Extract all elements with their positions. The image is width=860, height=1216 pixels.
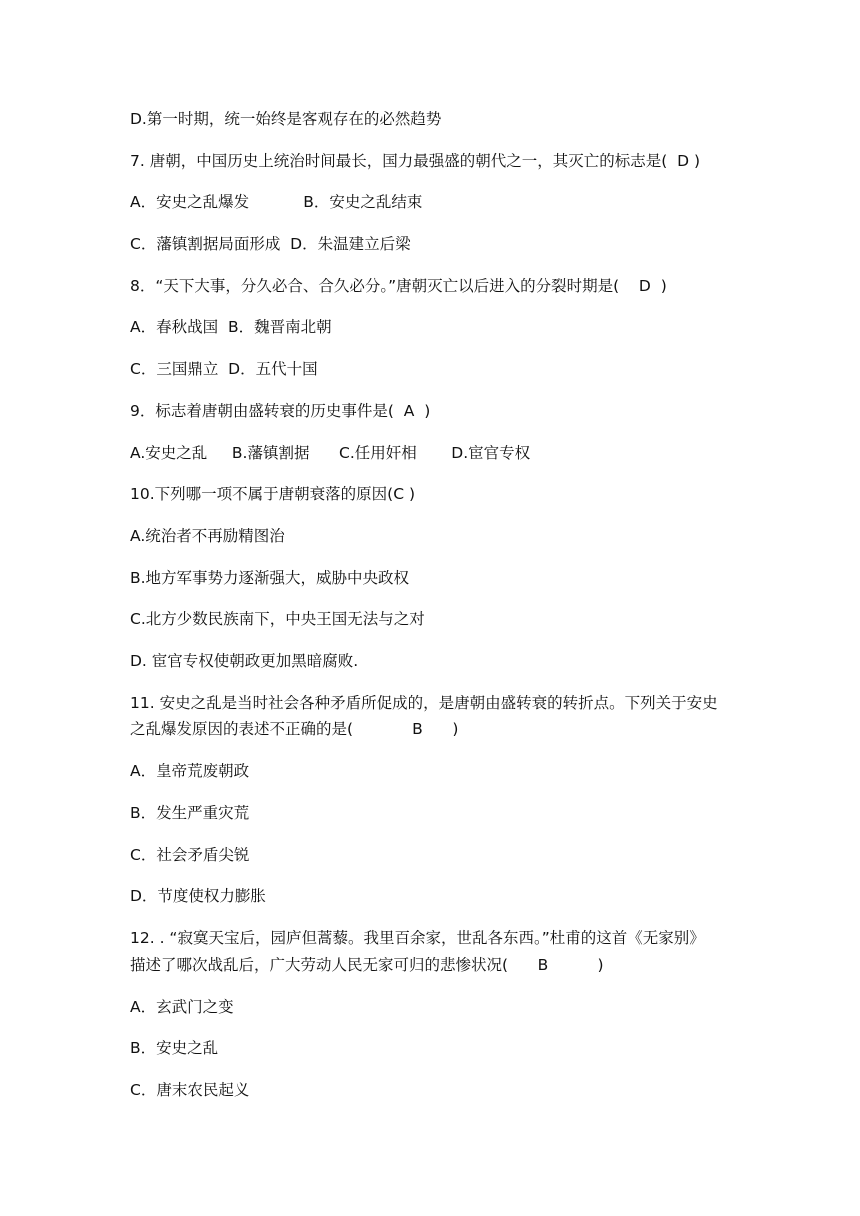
q8-options-ab: A．春秋战国 B．魏晋南北朝 (130, 318, 332, 336)
q11-option-c: C．社会矛盾尖锐 (130, 846, 250, 864)
question-12-line-1: 12. . “寂寞天宝后，园庐但蒿藜。我里百余家，世乱各东西。”杜甫的这首《无家别》 (130, 929, 705, 947)
question-11-line-2: 之乱爆发原因的表述不正确的是( B ) (130, 720, 459, 738)
q10-option-a: A.统治者不再励精图治 (130, 527, 285, 545)
q7-options-cd: C．藩镇割据局面形成 D．朱温建立后梁 (130, 235, 411, 253)
q9-options: A.安史之乱 B.藩镇割据 C.任用奸相 D.宦官专权 (130, 444, 531, 462)
question-7: 7. 唐朝，中国历史上统治时间最长，国力最强盛的朝代之一，其灭亡的标志是( D ) (130, 152, 701, 170)
q12-option-c: C．唐末农民起义 (130, 1081, 250, 1099)
q10-option-b: B.地方军事势力逐渐强大，威胁中央政权 (130, 569, 410, 587)
q11-option-b: B．发生严重灾荒 (130, 804, 250, 822)
question-11-line-1: 11. 安史之乱是当时社会各种矛盾所促成的，是唐朝由盛转衰的转折点。下列关于安史 (130, 694, 718, 712)
q12-option-a: A．玄武门之变 (130, 998, 234, 1016)
q11-option-a: A．皇帝荒废朝政 (130, 762, 250, 780)
question-9: 9．标志着唐朝由盛转衰的历史事件是( A ) (130, 402, 431, 420)
q10-option-c: C.北方少数民族南下，中央王国无法与之对 (130, 610, 425, 628)
answer-option-d-q6: D.第一时期，统一始终是客观存在的必然趋势 (130, 110, 442, 128)
q11-option-d: D．节度使权力膨胀 (130, 887, 266, 905)
question-12-line-2: 描述了哪次战乱后，广大劳动人民无家可归的悲惨状况( B ) (130, 956, 604, 974)
q7-options-ab: A．安史之乱爆发 B．安史之乱结束 (130, 193, 423, 211)
q12-option-b: B．安史之乱 (130, 1039, 219, 1057)
question-10: 10.下列哪一项不属于唐朝衰落的原因(C ) (130, 485, 415, 503)
question-8: 8．“天下大事，分久必合、合久必分。”唐朝灭亡以后进入的分裂时期是( D ) (130, 277, 667, 295)
q8-options-cd: C．三国鼎立 D．五代十国 (130, 360, 318, 378)
q10-option-d: D. 宦官专权使朝政更加黑暗腐败. (130, 652, 359, 670)
